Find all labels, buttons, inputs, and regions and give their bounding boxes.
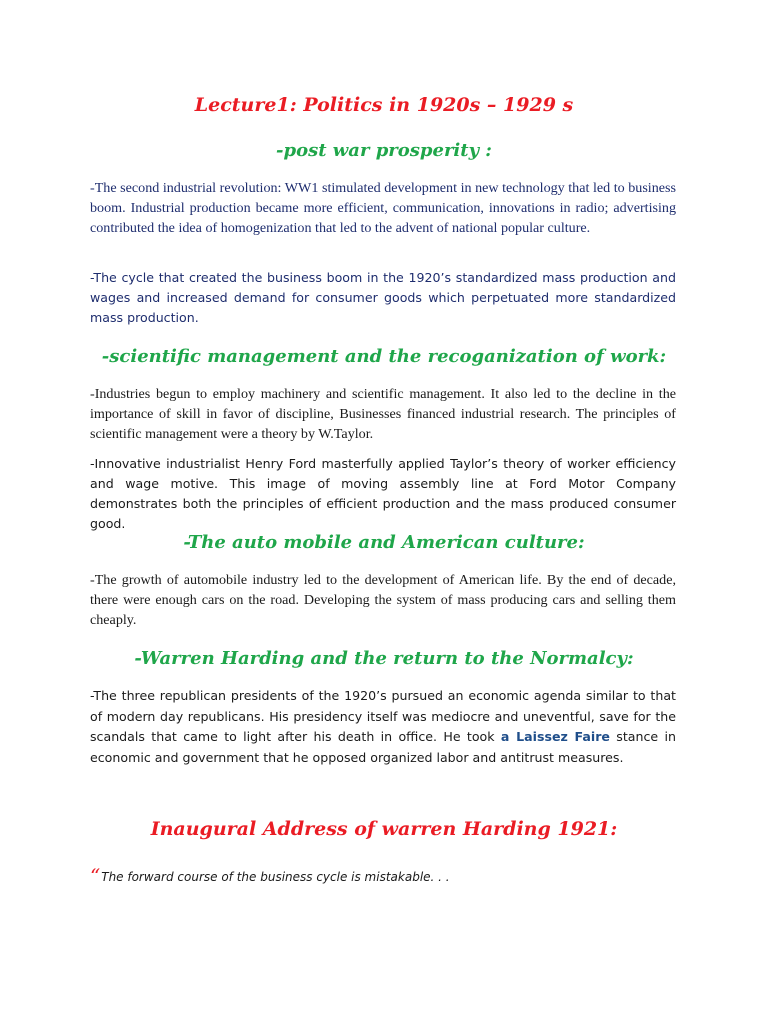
section-heading-scientific-management: -scientific management and the recoganization of work: bbox=[101, 346, 667, 367]
paragraph-business-boom-cycle: -The cycle that created the business boom in the 1920’s standardized mass production and wages and increased demand for consumer goods which perpetuated more standardized mass production. bbox=[90, 270, 676, 325]
section-heading-warren-harding: -Warren Harding and the return to the Normalcy: bbox=[134, 648, 634, 669]
paragraph-automobile-growth: -The growth of automobile industry led to the development of American life. By the end of decade, there were enough cars on the road. Developing the system of mass producing cars and selling them cheaply. bbox=[90, 572, 676, 628]
paragraph-text-after: stance in economic and government that he opposed organized labor and antitrust measures. bbox=[90, 729, 676, 765]
paragraph-republican-presidents bbox=[90, 686, 676, 768]
paragraph-industries-machinery: -Industries begun to employ machinery and scientific management. It also led to the decline in the importance of skill in favor of discipline, Businesses financed industrial research. The principles of scientific management were a theory by W.Taylor. bbox=[90, 386, 676, 442]
quote-text: The forward course of the business cycle is mistakable. . . bbox=[101, 870, 450, 884]
laissez-faire-highlight: a Laissez Faire bbox=[500, 729, 610, 744]
open-quote-mark: “ bbox=[90, 864, 101, 888]
section-heading-inaugural-address: Inaugural Address of warren Harding 1921: bbox=[150, 818, 618, 840]
section-heading-post-war-prosperity: -post war prosperity : bbox=[276, 140, 492, 161]
paragraph-henry-ford: -Innovative industrialist Henry Ford masterfully applied Taylor’s theory of worker efficiency and wage motive. This image of moving assembly line at Ford Motor Company demonstrates both the principles of efficient production and the mass produced consumer good. bbox=[90, 456, 676, 531]
paragraph-text-before: -The three republican presidents of the 1920’s pursued an economic agenda similar to that of modern day republicans. His presidency itself was mediocre and uneventful, save for the scandals that came to light after his death in office. He took bbox=[90, 688, 676, 744]
page-title: Lecture1: Politics in 1920s – 1929 s bbox=[194, 94, 574, 116]
section-heading-automobile-culture: -The auto mobile and American culture: bbox=[183, 532, 585, 553]
paragraph-second-industrial-revolution: -The second industrial revolution: WW1 stimulated development in new technology that led to business boom. Industrial production became more efficient, communication, innovations in radio; advertising contributed the idea of homogenization that led to the advent of national popular culture. bbox=[90, 180, 676, 236]
inaugural-quote bbox=[90, 864, 676, 888]
